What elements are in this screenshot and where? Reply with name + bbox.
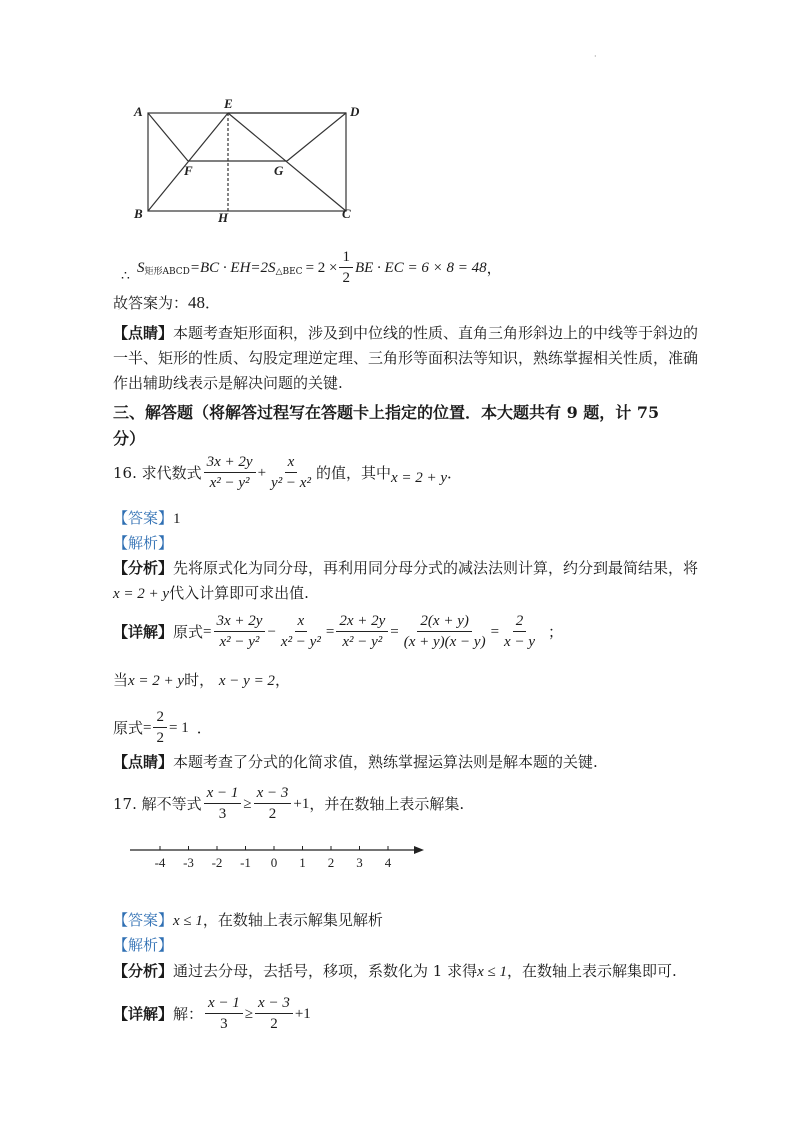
section-title-line-2: 分） xyxy=(113,429,146,448)
area-eq: = 2 × xyxy=(305,259,338,276)
q17-analysis-tag: 【解析】 xyxy=(113,936,174,954)
label-f: F xyxy=(184,163,193,178)
tick-label: -4 xyxy=(154,855,166,870)
rect-abcd xyxy=(148,113,346,211)
q16-fraction-1: $\frac{3x + 2y}{\text{x² − y²}}$ xyxy=(204,453,256,492)
area-mid: =BC · EH=2S xyxy=(189,259,276,276)
tick-label: 4 xyxy=(384,855,392,870)
q16-detail: 【详解】 原式 = $\frac{3x + 2y}{\text{x² − y²}}$ − $\frac{x}{\text{x² − y²}}$ = $\frac{2x + 2y}{\text{x² − y²}}$ = $\frac{2(x + y)}{(x + y)(x - y)}$ = $\frac{2}{x - y}$ ； xyxy=(113,613,563,650)
answer-line: 故答案为：48． xyxy=(113,293,221,312)
q17-answer: 【答案】x ≤ 1，在数轴上表示解集见解析 xyxy=(113,911,383,929)
label-h: H xyxy=(218,210,229,225)
number-line-arrow xyxy=(414,846,424,854)
therefore-symbol: ∴ xyxy=(121,268,130,284)
label-g: G xyxy=(274,163,284,178)
q16-question: 16. 求代数式 $\frac{3x + 2y}{\text{x² − y²}}$ + $\frac{x}{\text{y² − x²}}$ 的值，其中 x = 2 + y ． xyxy=(113,454,463,491)
q16-fenxi-line-1: 【分析】先将原式化为同分母，再利用同分母分式的减法法则计算，约分到最简结果，将 xyxy=(113,559,699,577)
tick-label: -1 xyxy=(240,855,251,870)
q16-analysis-tag: 【解析】 xyxy=(113,534,174,552)
label-e: E xyxy=(224,96,233,111)
tick-label: 2 xyxy=(327,855,335,870)
segment-af xyxy=(148,113,188,161)
comment-line-1: 【点睛】本题考查矩形面积，涉及到中位线的性质、直角三角形斜边上的中线等于斜边的 xyxy=(113,324,699,342)
q17-fenxi: 【分析】通过去分母，去括号，移项，系数化为 1 求得x ≤ 1，在数轴上表示解集即可. xyxy=(113,962,677,980)
label-b: B xyxy=(134,206,143,221)
comment-line-3: 作出辅助线表示是解决问题的关键. xyxy=(113,374,343,392)
area-tail: ， xyxy=(486,258,502,277)
tick-label: 3 xyxy=(356,855,363,870)
corner-mark: · xyxy=(594,52,597,61)
q17-question: 17. 解不等式 $\frac{x - 1}{3}$ ≥ $\frac{x - 3}{2}$ +1 ，并在数轴上表示解集. xyxy=(113,785,465,822)
area-sub-rect: 矩形ABCD xyxy=(144,266,190,277)
tick-label: 0 xyxy=(270,855,278,870)
label-c: C xyxy=(342,206,351,221)
tick-label: 1 xyxy=(299,855,306,870)
comment-tag: 【点睛】 xyxy=(113,324,174,342)
comment-line-2: 一半、矩形的性质、勾股定理逆定理、三角形等面积法等知识，熟练掌握相关性质，准确 xyxy=(113,349,699,367)
rectangle-figure xyxy=(128,96,368,226)
area-sub-tri: △BEC xyxy=(275,266,303,277)
label-a: A xyxy=(134,104,143,119)
area-half-fraction: $\frac{1}{2}$ xyxy=(339,248,353,287)
tick-label: -3 xyxy=(183,855,194,870)
tick-label: -2 xyxy=(211,855,223,870)
q16-when: 当x = 2 + y时， x − y = 2， xyxy=(113,671,290,689)
number-line xyxy=(126,840,436,874)
label-d: D xyxy=(350,104,360,119)
area-right: BE · EC = 6 × 8 = 48 xyxy=(354,259,487,276)
q16-fenxi-line-2: x = 2 + y代入计算即可求出值. xyxy=(113,584,309,602)
section-title-line-1: 三、解答题（将解答过程写在答题卡上指定的位置．本大题共有 9 题，计 75 xyxy=(113,403,660,422)
area-s: S xyxy=(137,259,145,276)
q16-answer: 【答案】1 xyxy=(113,509,181,527)
q16-condition: x = 2 + y xyxy=(390,469,448,486)
q17-detail: 【详解】 解： $\frac{x - 1}{3}$ ≥ $\frac{x - 3}{2}$ +1 xyxy=(113,995,311,1032)
q16-fraction-2: $\frac{x}{\text{y² − x²}}$ xyxy=(271,454,311,491)
answer-value: 48 xyxy=(188,293,206,312)
segment-dg xyxy=(287,113,346,161)
q16-result: 原式 = $\frac{2}{2}$ = 1 ． xyxy=(113,709,212,746)
q16-comment: 【点睛】本题考查了分式的化简求值，熟练掌握运算法则是解本题的关键. xyxy=(113,753,598,771)
